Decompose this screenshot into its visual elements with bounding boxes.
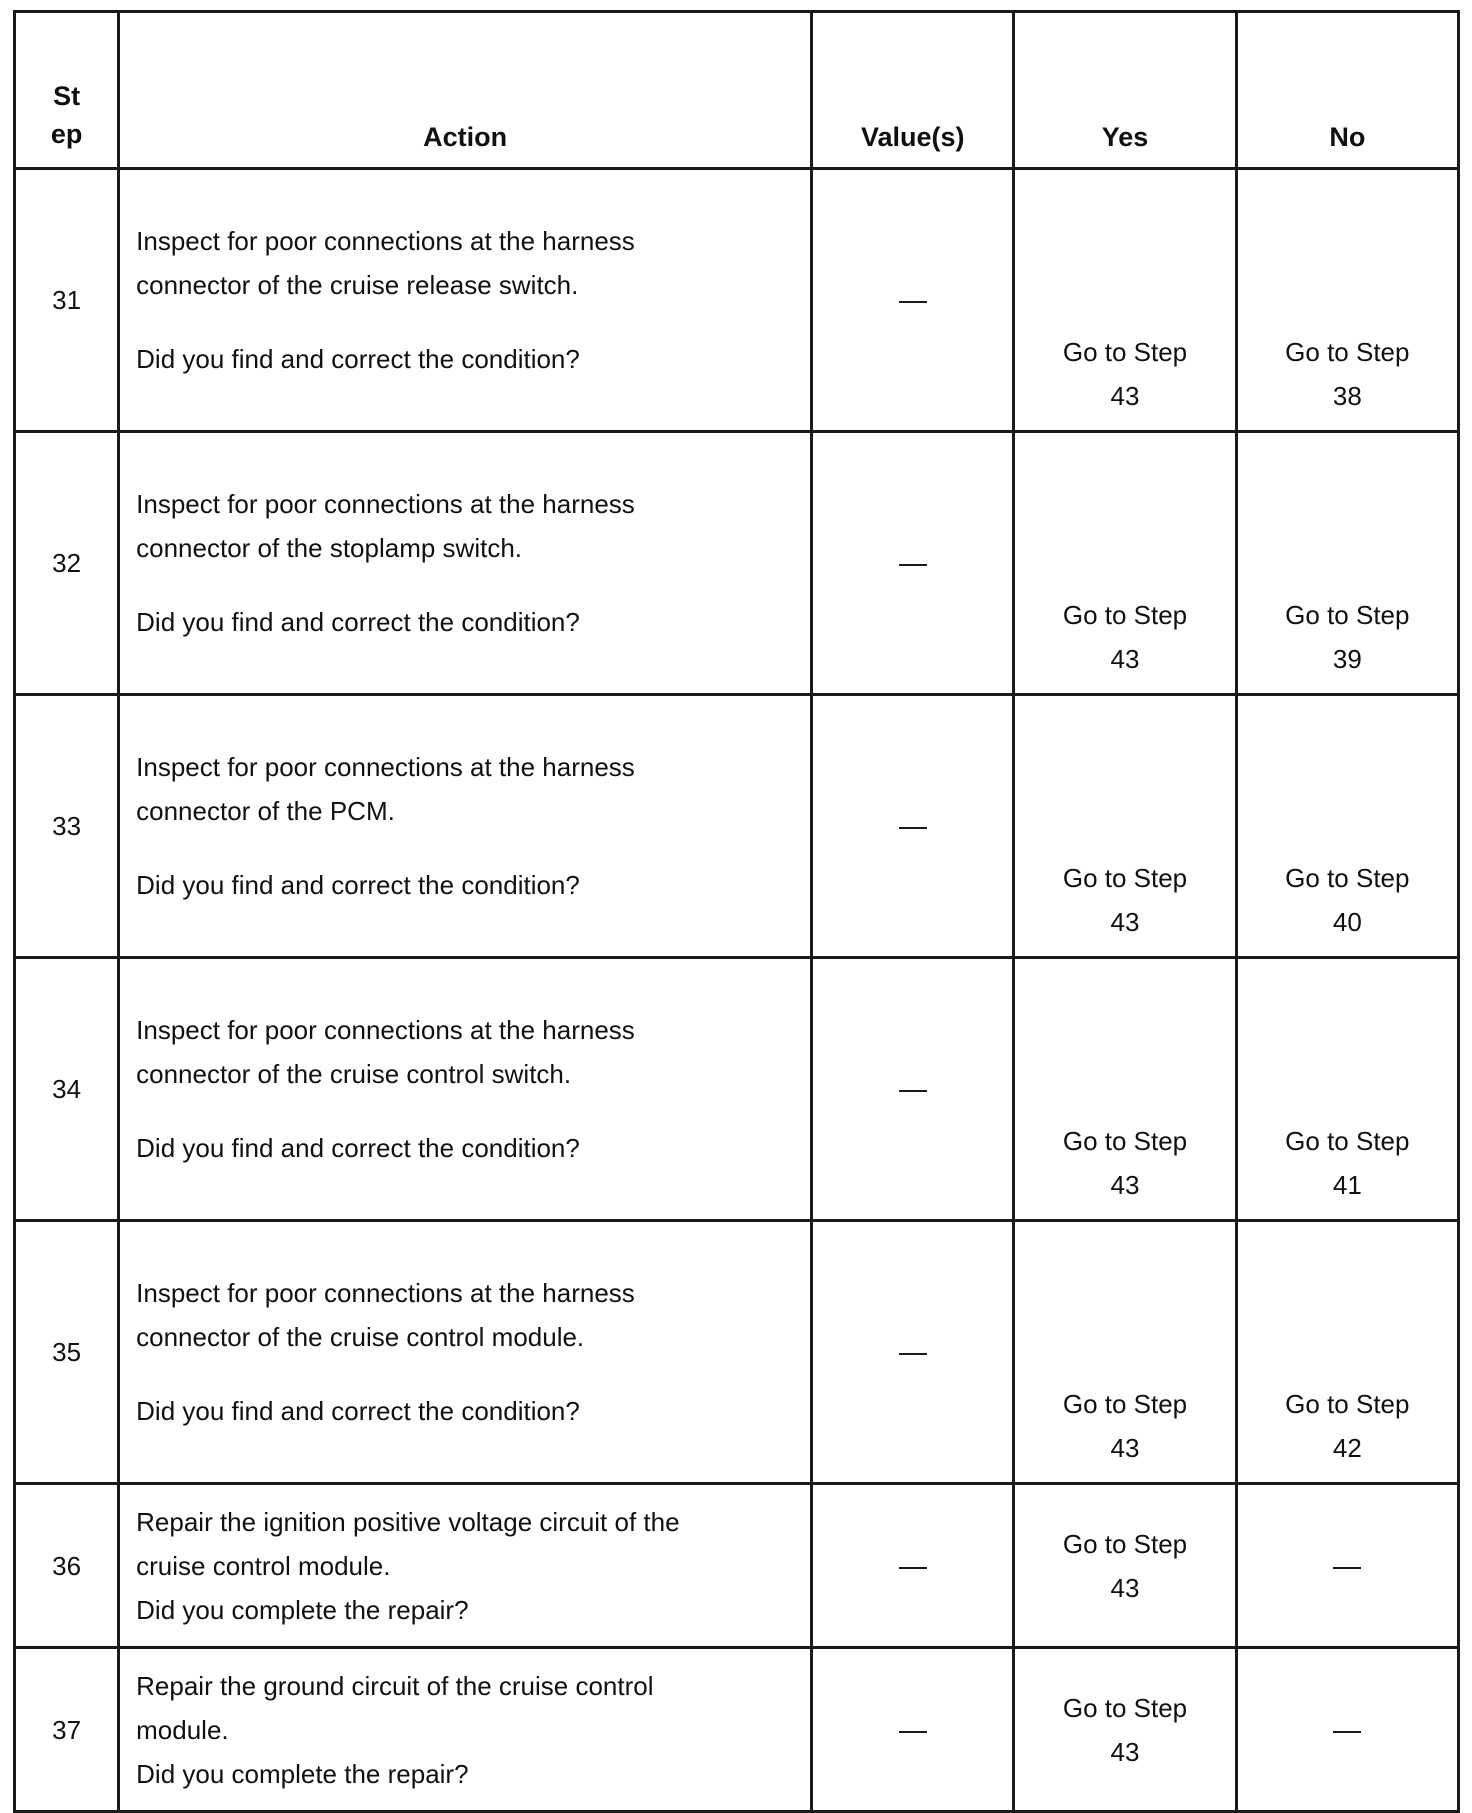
yes-cell (1014, 169, 1236, 432)
table-row (15, 432, 1459, 695)
no-cell (1236, 1221, 1458, 1484)
yes-goto-label: Go to Step (1062, 1692, 1188, 1723)
dash-icon (899, 1353, 927, 1355)
header-values: Value(s) (812, 12, 1014, 169)
value-cell (812, 169, 1014, 432)
step-number: 36 (15, 1484, 119, 1648)
table-row (15, 169, 1459, 432)
yes-cell (1014, 1484, 1236, 1648)
step-number: 37 (15, 1648, 119, 1812)
header-yes: Yes (1014, 12, 1236, 169)
no-goto-step: 39 (1332, 644, 1362, 674)
no-cell (1236, 1648, 1458, 1812)
yes-goto-label: Go to Step (1062, 337, 1188, 367)
action-cell (119, 695, 812, 958)
action-text: Repair the ignition positive voltage circuit of the (136, 1506, 680, 1537)
dash-icon (899, 301, 927, 303)
no-goto-label: Go to Step (1285, 337, 1410, 367)
header-step (15, 12, 119, 169)
yes-goto-label: Go to Step (1062, 1126, 1188, 1156)
yes-goto-step: 43 (1110, 644, 1140, 674)
action-cell (119, 1648, 812, 1812)
no-goto-step: 38 (1332, 381, 1362, 411)
no-goto-label: Go to Step (1285, 1389, 1410, 1419)
action-question: Did you find and correct the condition? (136, 607, 580, 637)
value-cell (812, 1648, 1014, 1812)
yes-goto-step: 43 (1110, 1572, 1140, 1603)
value-cell (812, 695, 1014, 958)
action-question: Did you find and correct the condition? (136, 344, 580, 374)
step-number: 32 (15, 432, 119, 695)
step-number: 35 (15, 1221, 119, 1484)
step-number: 33 (15, 695, 119, 958)
yes-goto-label: Go to Step (1062, 1389, 1188, 1419)
step-number: 31 (15, 169, 119, 432)
value-cell (812, 958, 1014, 1221)
action-text: Inspect for poor connections at the harness (136, 752, 635, 782)
header-row (15, 12, 1459, 169)
no-goto-label: Go to Step (1285, 1126, 1410, 1156)
header-step-line1: St (53, 81, 81, 111)
action-cell (119, 432, 812, 695)
no-cell (1236, 432, 1458, 695)
no-goto-step: 42 (1332, 1433, 1362, 1463)
no-cell (1236, 695, 1458, 958)
dash-icon (899, 1090, 927, 1092)
action-text: cruise control module. (136, 1550, 391, 1581)
action-text: Repair the ground circuit of the cruise control (136, 1670, 654, 1701)
dash-icon (899, 564, 927, 566)
action-text: Inspect for poor connections at the harness (136, 489, 635, 519)
step-number: 34 (15, 958, 119, 1221)
yes-cell (1014, 1221, 1236, 1484)
yes-goto-label: Go to Step (1062, 863, 1188, 893)
no-goto-label: Go to Step (1285, 863, 1410, 893)
action-question: Did you find and correct the condition? (136, 1133, 580, 1163)
diagnostic-table (13, 10, 1460, 1813)
table-row (15, 1648, 1459, 1812)
action-text: module. (136, 1714, 229, 1745)
action-text: Inspect for poor connections at the harness (136, 226, 635, 256)
yes-cell (1014, 695, 1236, 958)
action-cell (119, 169, 812, 432)
action-text: Inspect for poor connections at the harness (136, 1015, 635, 1045)
action-text: Inspect for poor connections at the harness (136, 1278, 635, 1308)
yes-cell (1014, 1648, 1236, 1812)
action-text: connector of the PCM. (136, 796, 395, 826)
no-cell (1236, 1484, 1458, 1648)
yes-goto-label: Go to Step (1062, 600, 1188, 630)
no-cell (1236, 169, 1458, 432)
yes-cell (1014, 432, 1236, 695)
action-question: Did you complete the repair? (136, 1758, 469, 1789)
no-goto-step: 40 (1332, 907, 1362, 937)
dash-icon (1333, 1731, 1361, 1733)
action-question: Did you find and correct the condition? (136, 1396, 580, 1426)
header-no: No (1236, 12, 1458, 169)
value-cell (812, 1221, 1014, 1484)
value-cell (812, 432, 1014, 695)
dash-icon (899, 1731, 927, 1733)
yes-goto-label: Go to Step (1062, 1528, 1188, 1559)
yes-goto-step: 43 (1110, 1736, 1140, 1767)
action-cell (119, 1221, 812, 1484)
yes-goto-step: 43 (1110, 381, 1140, 411)
no-goto-step: 41 (1332, 1170, 1362, 1200)
header-step-line2: ep (50, 119, 83, 149)
table-row (15, 1484, 1459, 1648)
header-action: Action (119, 12, 812, 169)
action-question: Did you find and correct the condition? (136, 870, 580, 900)
table-row (15, 958, 1459, 1221)
action-cell (119, 958, 812, 1221)
dash-icon (1333, 1567, 1361, 1569)
dash-icon (899, 827, 927, 829)
yes-goto-step: 43 (1110, 907, 1140, 937)
no-goto-label: Go to Step (1285, 600, 1410, 630)
table-row (15, 1221, 1459, 1484)
action-text: connector of the cruise control module. (136, 1322, 585, 1352)
action-question: Did you complete the repair? (136, 1594, 469, 1625)
yes-cell (1014, 958, 1236, 1221)
yes-goto-step: 43 (1110, 1170, 1140, 1200)
action-cell (119, 1484, 812, 1648)
no-cell (1236, 958, 1458, 1221)
dash-icon (899, 1567, 927, 1569)
yes-goto-step: 43 (1110, 1433, 1140, 1463)
action-text: connector of the cruise release switch. (136, 270, 579, 300)
action-text: connector of the stoplamp switch. (136, 533, 523, 563)
action-text: connector of the cruise control switch. (136, 1059, 572, 1089)
value-cell (812, 1484, 1014, 1648)
table-row (15, 695, 1459, 958)
